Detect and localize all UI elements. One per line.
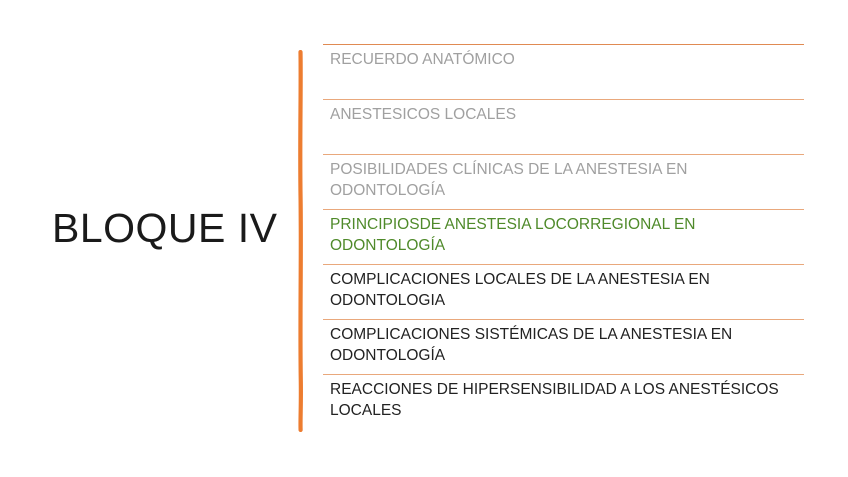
topic-item (323, 319, 804, 374)
topic-label: REACCIONES DE HIPERSENSIBILIDAD A LOS ANESTÉSICOS LOCALES (330, 381, 779, 419)
slide-title: BLOQUE IV (52, 205, 278, 251)
topic-item-current (323, 209, 804, 264)
topic-item (323, 99, 804, 154)
orange-divider-line (293, 50, 309, 432)
topic-item (323, 44, 804, 99)
topic-item (323, 374, 804, 429)
topic-item (323, 264, 804, 319)
topic-label: PRINCIPIOSDE ANESTESIA LOCORREGIONAL EN ODONTOLOGÍA (330, 216, 696, 254)
topic-label: COMPLICACIONES SISTÉMICAS DE LA ANESTESIA EN ODONTOLOGÍA (330, 326, 733, 364)
topic-list (323, 44, 804, 429)
topic-label: POSIBILIDADES CLÍNICAS DE LA ANESTESIA EN ODONTOLOGÍA (330, 161, 688, 199)
topic-label: ANESTESICOS LOCALES (330, 106, 517, 123)
topic-item (323, 154, 804, 209)
topic-label: COMPLICACIONES LOCALES DE LA ANESTESIA EN ODONTOLOGIA (330, 271, 710, 309)
topic-label: RECUERDO ANATÓMICO (330, 51, 515, 68)
